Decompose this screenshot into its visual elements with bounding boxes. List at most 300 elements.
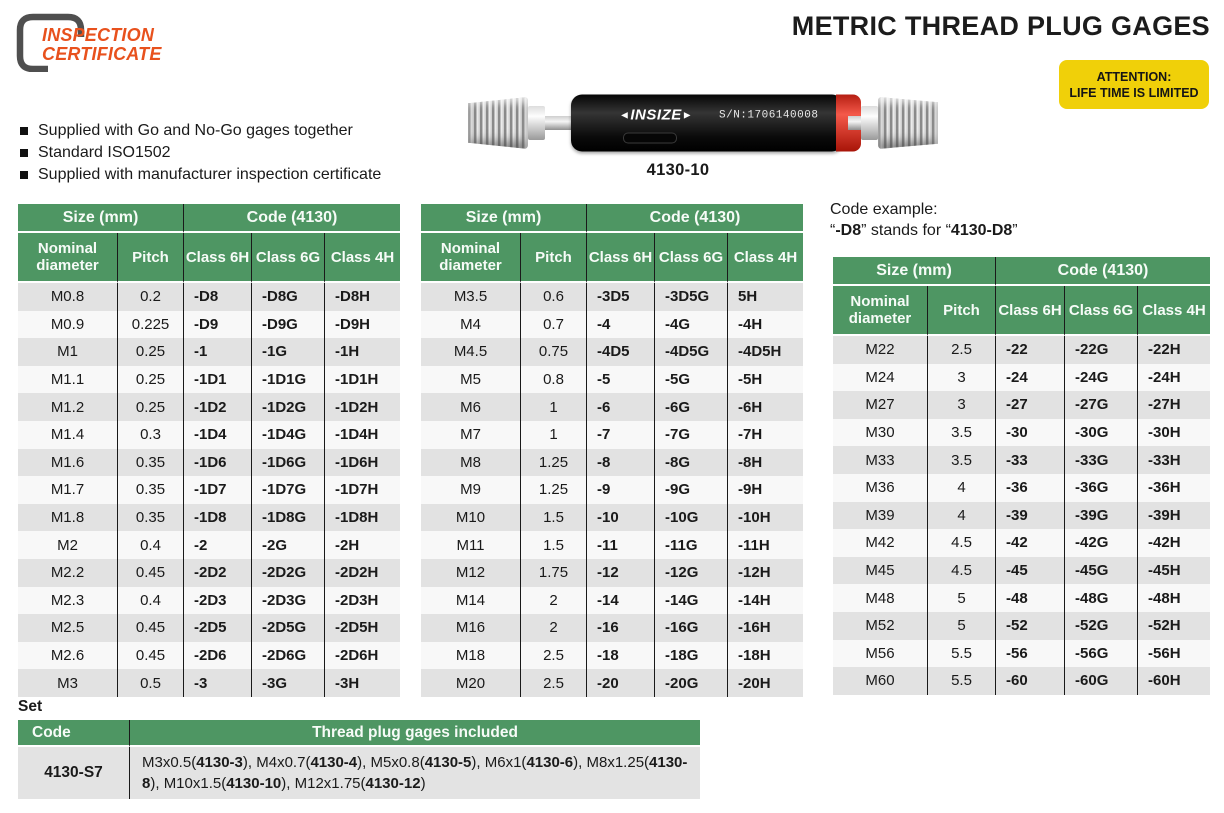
code-cell: -1D7 [184,476,252,504]
code-cell: -1D6H [325,449,400,477]
pitch-cell: 0.7 [521,311,587,339]
nominal-cell: M20 [421,669,521,697]
pitch-cell: 0.35 [118,476,184,504]
nominal-cell: M48 [833,584,928,612]
set-header-row [18,720,700,747]
nominal-cell: M39 [833,502,928,530]
code-cell: -5 [587,366,655,394]
nominal-cell: M45 [833,557,928,585]
code-cell: -24G [1065,364,1138,392]
code-cell: -5G [655,366,728,394]
attention-line1: ATTENTION: [1096,69,1172,84]
code-cell: -18 [587,642,655,670]
code-cell: -22 [996,336,1065,364]
code-cell: -5H [728,366,803,394]
pitch-cell: 5 [928,612,996,640]
code-cell: -33G [1065,446,1138,474]
code-cell: -10H [728,504,803,532]
pitch-cell: 0.45 [118,642,184,670]
table-row [833,612,1210,640]
table-row [421,476,803,504]
pitch-cell: 5.5 [928,667,996,695]
col-class-6h: Class 6H [184,233,252,283]
table-row [18,642,400,670]
code-group-header: Code (4130) [996,257,1210,286]
nominal-cell: M1.4 [18,421,118,449]
col-class-4h: Class 4H [1138,286,1210,336]
nominal-cell: M1.6 [18,449,118,477]
code-cell: -14G [655,587,728,615]
quote: ” [1012,222,1018,239]
pitch-cell: 0.5 [118,669,184,697]
code-cell: -7G [655,421,728,449]
code-example-line2 [830,220,1018,241]
serial-number: S/N:1706140008 [719,109,819,122]
pitch-cell: 0.2 [118,283,184,311]
pitch-cell: 1.75 [521,559,587,587]
nominal-cell: M0.9 [18,311,118,339]
table-row [833,529,1210,557]
code-cell: -2D3 [184,587,252,615]
code-cell: -48 [996,584,1065,612]
feature-item [20,144,381,162]
nominal-cell: M33 [833,446,928,474]
table-row [421,366,803,394]
table-row [18,531,400,559]
code-cell: -D8G [252,283,325,311]
code-cell: -1D8G [252,504,325,532]
set-code-cell: 4130-S7 [18,747,130,799]
table-row [833,419,1210,447]
code-cell: -4D5G [655,338,728,366]
table-row [421,642,803,670]
pitch-cell: 2 [521,587,587,615]
code-cell: -2D2H [325,559,400,587]
shaft [545,116,571,130]
col-class-6g: Class 6G [1065,286,1138,336]
nominal-cell: M2.3 [18,587,118,615]
code-cell: -8H [728,449,803,477]
code-cell: -2D6G [252,642,325,670]
code-cell: -2H [325,531,400,559]
header-group-row [18,204,400,233]
nominal-cell: M12 [421,559,521,587]
pitch-cell: 0.45 [118,559,184,587]
set-table [18,720,700,799]
col-nominal: Nominal diameter [18,233,118,283]
code-cell: -27 [996,391,1065,419]
pitch-cell: 5.5 [928,640,996,668]
pitch-cell: 0.25 [118,393,184,421]
quote: “ [830,222,836,239]
code-cell: -2 [184,531,252,559]
code-example-note [830,199,1018,241]
code-cell: -20H [728,669,803,697]
code-cell: -1D7H [325,476,400,504]
nominal-cell: M4 [421,311,521,339]
nominal-cell: M10 [421,504,521,532]
code-cell: -4D5H [728,338,803,366]
pitch-cell: 1.5 [521,531,587,559]
pitch-cell: 3.5 [928,419,996,447]
code-cell: -30 [996,419,1065,447]
code-example-line1: Code example: [830,201,938,218]
code-cell: -20 [587,669,655,697]
nominal-cell: M1.2 [18,393,118,421]
pitch-cell: 0.25 [118,338,184,366]
pitch-cell: 0.35 [118,504,184,532]
set-section-label: Set [18,698,43,715]
code-cell: -7H [728,421,803,449]
nominal-cell: M7 [421,421,521,449]
set-content-cell: M3x0.5(4130-3), M4x0.7(4130-4), M5x0.8(4130-5), M6x1(4130-6), M8x1.25(4130-8), M10x1.5(4130-10), M12x1.75(4130-12) [130,747,700,799]
pitch-cell: 2.5 [928,336,996,364]
nominal-cell: M1.8 [18,504,118,532]
col-nominal: Nominal diameter [833,286,928,336]
code-cell: -56 [996,640,1065,668]
nominal-cell: M3 [18,669,118,697]
table-row [421,283,803,311]
code-cell: -22G [1065,336,1138,364]
code-cell: -1D4G [252,421,325,449]
pitch-cell: 3 [928,364,996,392]
code-cell: -48H [1138,584,1210,612]
example-full-code: 4130-D8 [950,222,1013,239]
code-cell: -3D5G [655,283,728,311]
table-row [18,421,400,449]
code-cell: -56H [1138,640,1210,668]
product-code-caption: 4130-10 [646,161,710,179]
pitch-cell: 3 [928,391,996,419]
feature-item [20,166,381,184]
table-row [18,449,400,477]
code-cell: -1G [252,338,325,366]
col-class-4h: Class 4H [728,233,803,283]
col-nominal: Nominal diameter [421,233,521,283]
header-cols-row [421,233,803,283]
header-cols-row [18,233,400,283]
code-cell: -4D5 [587,338,655,366]
code-cell: -6H [728,393,803,421]
code-cell: -60G [1065,667,1138,695]
code-cell: -D9H [325,311,400,339]
pitch-cell: 4.5 [928,557,996,585]
size-group-header: Size (mm) [421,204,587,233]
pitch-cell: 0.4 [118,531,184,559]
code-cell: -10 [587,504,655,532]
pitch-cell: 4.5 [928,529,996,557]
pitch-cell: 4 [928,502,996,530]
col-pitch: Pitch [928,286,996,336]
code-cell: -1D6G [252,449,325,477]
code-cell: -24 [996,364,1065,392]
code-group-header: Code (4130) [587,204,803,233]
table-row [18,366,400,394]
pitch-cell: 0.4 [118,587,184,615]
size-code-table-3 [833,257,1210,695]
code-cell: -1D1G [252,366,325,394]
nominal-cell: M56 [833,640,928,668]
code-cell: -27H [1138,391,1210,419]
right-arrow-icon: ► [681,109,694,122]
code-cell: -30H [1138,419,1210,447]
code-cell: -1H [325,338,400,366]
code-cell: -9G [655,476,728,504]
handle-slot [623,133,677,144]
logo-line1: INSPECTION [42,25,155,45]
code-cell: -1D1H [325,366,400,394]
nominal-cell: M36 [833,474,928,502]
col-pitch: Pitch [521,233,587,283]
bullet-square-icon [20,171,28,179]
pitch-cell: 0.3 [118,421,184,449]
pitch-cell: 0.45 [118,614,184,642]
code-cell: -2D3G [252,587,325,615]
table-row [18,504,400,532]
code-group-header: Code (4130) [184,204,400,233]
pitch-cell: 0.75 [521,338,587,366]
table-row [833,391,1210,419]
set-col-code: Code [18,720,130,747]
code-cell: -1D8H [325,504,400,532]
pitch-cell: 0.35 [118,449,184,477]
table-row [833,502,1210,530]
nominal-cell: M16 [421,614,521,642]
feature-item [20,122,381,140]
code-cell: -D9G [252,311,325,339]
code-cell: -16 [587,614,655,642]
nominal-cell: M5 [421,366,521,394]
table-row [18,614,400,642]
code-cell: -14H [728,587,803,615]
code-cell: -1D8 [184,504,252,532]
code-cell: -52G [1065,612,1138,640]
logo-line2: CERTIFICATE [42,44,162,64]
go-thread-end [468,97,528,149]
insize-brand-mark [619,107,693,124]
nominal-cell: M2 [18,531,118,559]
nominal-cell: M2.6 [18,642,118,670]
pitch-cell: 5 [928,584,996,612]
pitch-cell: 1.5 [521,504,587,532]
code-cell: -39G [1065,502,1138,530]
feature-text: Supplied with Go and No-Go gages together [38,122,353,139]
nominal-cell: M8 [421,449,521,477]
nominal-cell: M1.1 [18,366,118,394]
shaft [848,116,861,130]
code-cell: -2D6 [184,642,252,670]
table-row [833,364,1210,392]
table-row [833,640,1210,668]
code-cell: -42G [1065,529,1138,557]
col-class-6g: Class 6G [252,233,325,283]
table-row [421,504,803,532]
pitch-cell: 4 [928,474,996,502]
code-cell: -18G [655,642,728,670]
col-pitch: Pitch [118,233,184,283]
code-cell: -4G [655,311,728,339]
nominal-cell: M1 [18,338,118,366]
header-cols-row [833,286,1210,336]
pitch-cell: 1 [521,421,587,449]
table-row [421,669,803,697]
brand-text: INSIZE [630,106,682,124]
table-row [421,311,803,339]
code-cell: -22H [1138,336,1210,364]
table-row [18,311,400,339]
table-row [833,446,1210,474]
table-row [18,283,400,311]
size-code-table-1 [18,204,400,697]
code-cell: -42H [1138,529,1210,557]
table-row [833,667,1210,695]
code-cell: -36 [996,474,1065,502]
table-row [421,449,803,477]
code-cell: -2D2 [184,559,252,587]
code-cell: -60H [1138,667,1210,695]
code-cell: -39H [1138,502,1210,530]
table-row [421,421,803,449]
nominal-cell: M27 [833,391,928,419]
code-cell: -42 [996,529,1065,557]
set-col-content: Thread plug gages included [130,720,700,747]
pitch-cell: 0.25 [118,366,184,394]
code-cell: -4 [587,311,655,339]
feature-list [20,122,381,188]
code-cell: -36G [1065,474,1138,502]
code-cell: -60 [996,667,1065,695]
code-cell: -4H [728,311,803,339]
code-cell: -9 [587,476,655,504]
code-cell: -3D5 [587,283,655,311]
table-row [421,531,803,559]
code-cell: -9H [728,476,803,504]
code-cell: -36H [1138,474,1210,502]
size-group-header: Size (mm) [18,204,184,233]
nominal-cell: M1.7 [18,476,118,504]
table-row [18,393,400,421]
logo-text [42,26,162,64]
table-row [18,559,400,587]
header-group-row [833,257,1210,286]
nominal-cell: M0.8 [18,283,118,311]
inspection-certificate-logo [15,8,215,88]
code-cell: -48G [1065,584,1138,612]
code-cell: 5H [728,283,803,311]
table-row [833,474,1210,502]
pitch-cell: 1 [521,393,587,421]
code-cell: -52 [996,612,1065,640]
code-cell: -16G [655,614,728,642]
code-cell: -1D4 [184,421,252,449]
code-cell: -D9 [184,311,252,339]
code-cell: -1D2G [252,393,325,421]
nominal-cell: M2.2 [18,559,118,587]
code-cell: -45 [996,557,1065,585]
pitch-cell: 0.8 [521,366,587,394]
pitch-cell: 1.25 [521,449,587,477]
col-class-6h: Class 6H [587,233,655,283]
left-arrow-icon: ◄ [619,109,631,122]
code-cell: -1D4H [325,421,400,449]
pitch-cell: 1.25 [521,476,587,504]
code-cell: -2D3H [325,587,400,615]
code-cell: -2D2G [252,559,325,587]
nominal-cell: M42 [833,529,928,557]
code-cell: -1 [184,338,252,366]
code-cell: -1D2 [184,393,252,421]
feature-text: Supplied with manufacturer inspection certificate [38,166,382,183]
thread-plug-gage-image [466,92,944,154]
nominal-cell: M9 [421,476,521,504]
code-cell: -1D7G [252,476,325,504]
nominal-cell: M52 [833,612,928,640]
code-cell: -2D5 [184,614,252,642]
code-cell: -6G [655,393,728,421]
code-cell: -7 [587,421,655,449]
nominal-cell: M11 [421,531,521,559]
table-row [421,559,803,587]
code-cell: -14 [587,587,655,615]
code-cell: -30G [1065,419,1138,447]
table-row [18,587,400,615]
code-cell: -8G [655,449,728,477]
table-row [833,584,1210,612]
attention-badge [1059,60,1209,109]
code-cell: -2D5G [252,614,325,642]
nominal-cell: M3.5 [421,283,521,311]
table-row [18,338,400,366]
gage-handle [571,95,843,152]
page-title: METRIC THREAD PLUG GAGES [791,11,1210,41]
collar [861,106,878,140]
example-middle: ” stands for “ [861,222,951,239]
code-cell: -2D6H [325,642,400,670]
feature-text: Standard ISO1502 [38,144,171,161]
code-cell: -6 [587,393,655,421]
nominal-cell: M18 [421,642,521,670]
code-cell: -33H [1138,446,1210,474]
code-cell: -39 [996,502,1065,530]
nominal-cell: M60 [833,667,928,695]
nominal-cell: M14 [421,587,521,615]
col-class-6h: Class 6H [996,286,1065,336]
code-cell: -20G [655,669,728,697]
code-cell: -11H [728,531,803,559]
example-code: -D8 [835,222,862,239]
code-cell: -2D5H [325,614,400,642]
nominal-cell: M22 [833,336,928,364]
code-cell: -16H [728,614,803,642]
code-cell: -33 [996,446,1065,474]
pitch-cell: 2.5 [521,642,587,670]
code-cell: -18H [728,642,803,670]
code-cell: -11G [655,531,728,559]
code-cell: -45H [1138,557,1210,585]
code-cell: -D8H [325,283,400,311]
pitch-cell: 0.6 [521,283,587,311]
code-cell: -8 [587,449,655,477]
code-cell: -3 [184,669,252,697]
code-cell: -2G [252,531,325,559]
nominal-cell: M4.5 [421,338,521,366]
nominal-cell: M2.5 [18,614,118,642]
set-data-row [18,747,700,799]
size-group-header: Size (mm) [833,257,996,286]
bullet-square-icon [20,149,28,157]
nominal-cell: M24 [833,364,928,392]
pitch-cell: 2 [521,614,587,642]
